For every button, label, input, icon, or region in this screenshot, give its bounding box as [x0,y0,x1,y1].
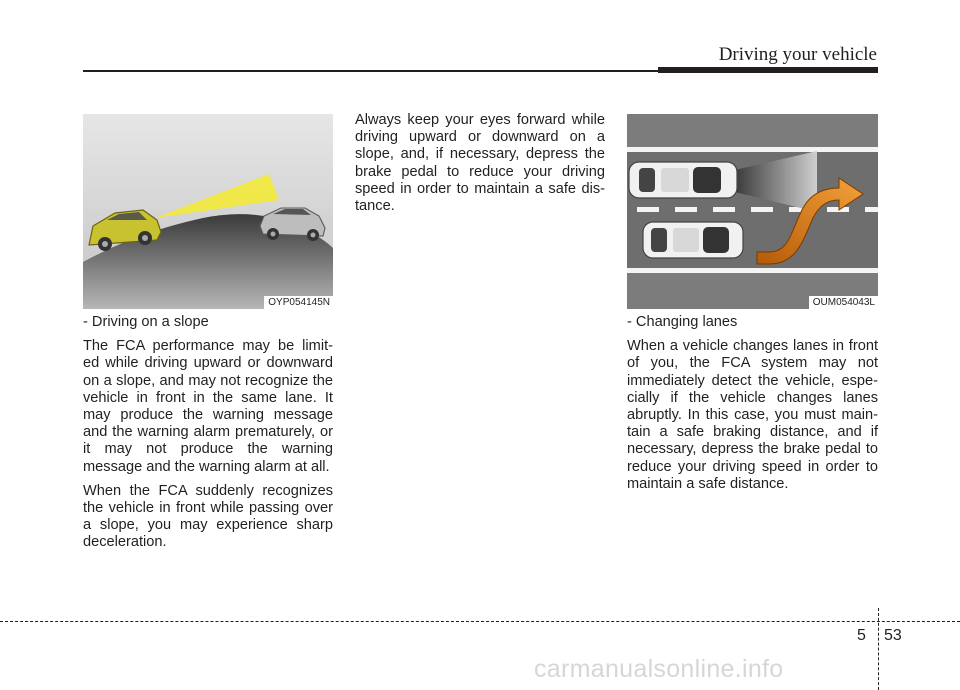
slope-paragraph-1: The FCA performance may be limit- ed while driving upward or downward on a slope, and may not recognize the vehicle in front in the same lane. It may produce the warning message and the warning alarm prematurely, or it may not produce the warning message and the warning alarm at all. [83,338,333,475]
footer-dashed-rule [0,621,960,622]
car-on-slope-illustration [83,114,333,309]
following-car [643,222,743,258]
lane-change-heading: - Changing lanes [627,314,738,330]
slope-heading: - Driving on a slope [83,314,209,330]
safe-distance-paragraph: Always keep your eyes forward while driving upward or downward on a slope, and, if necessary, depress the brake pedal to reduce your driving speed in order to maintain a safe dis- tance. [355,112,605,215]
slope-figure [83,114,333,309]
leading-car [629,162,737,198]
middle-column [355,112,605,222]
figure-code: OYP054145N [264,296,333,309]
chapter-number: 5 [857,627,866,644]
lane-change-illustration [627,114,878,309]
lane-change-paragraph: When a vehicle changes lanes in front of you, the FCA system may not immediately detect the vehicle, espe- cially if the vehicle changes lanes abruptly. In this case, you must main- tain a safe braking distance, and if necessary, depress the brake pedal to reduce your driving speed in order to maintain a safe distance. [627,338,878,492]
lane-change-figure [627,114,878,309]
figure-code: OUM054043L [809,296,878,309]
page-number: 53 [884,627,902,644]
footer-vertical-dashed-rule [878,608,879,690]
road-edge-top [627,147,878,152]
road-edge-bottom [627,268,878,273]
right-column [627,314,878,500]
watermark: carmanualsonline.info [534,655,784,683]
header-rule-thick [658,67,878,73]
slope-paragraph-2: When the FCA suddenly recognizes the vehicle in front while passing over a slope, you may experience sharp deceleration. [83,482,333,551]
section-title: Driving your vehicle [718,44,877,65]
left-column [83,314,333,559]
